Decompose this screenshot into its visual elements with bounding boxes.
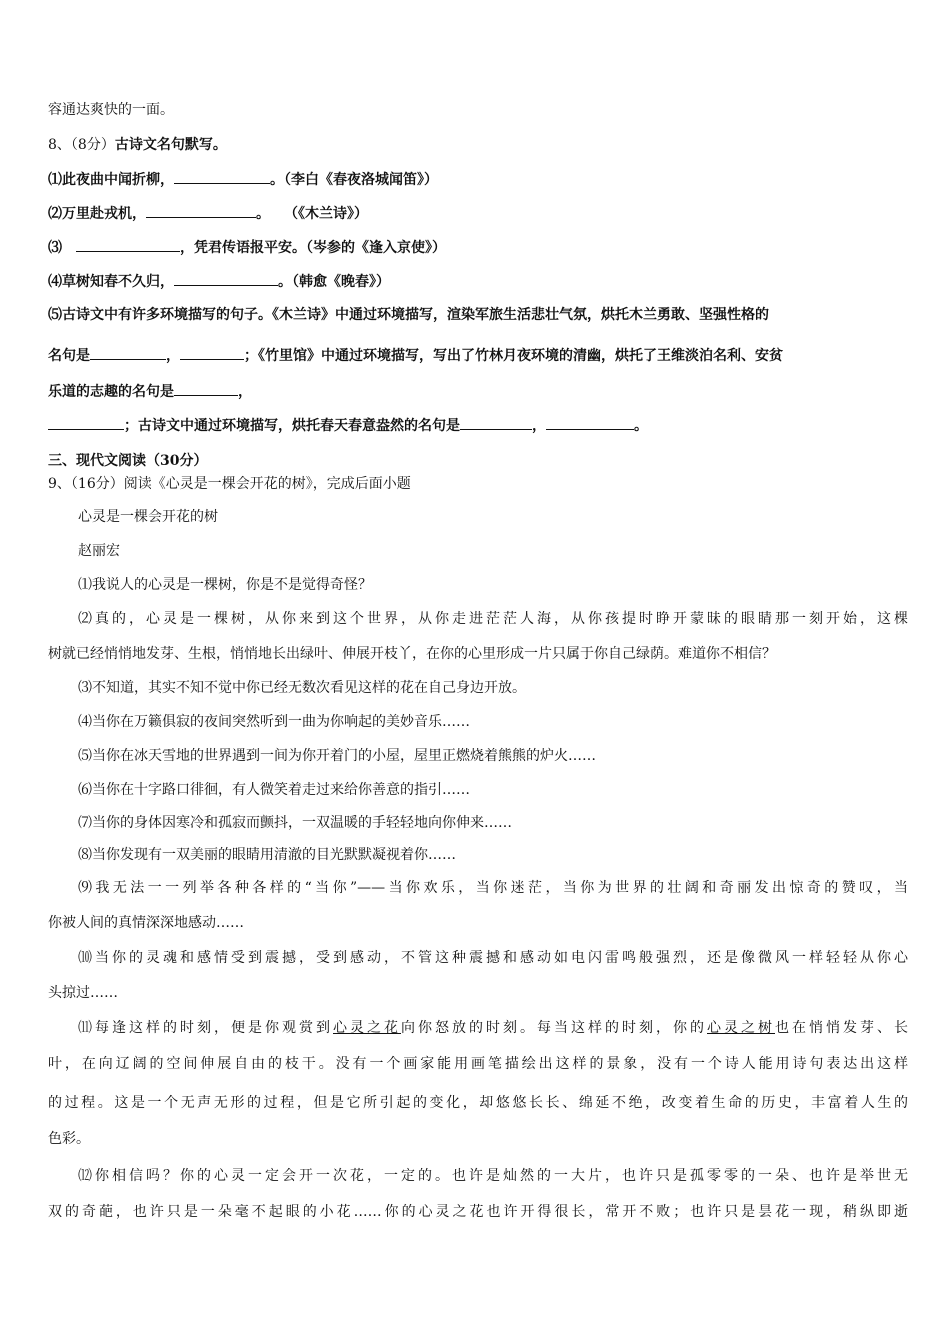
- item-text: 。（李白《春夜洛城闻笛》）: [270, 172, 438, 188]
- paragraph-11-line-3: 的过程。这是一个无声无形的过程，但是它所引起的变化，却悠悠长长、绵延不绝，改变着生命的历史，丰富着人生的: [48, 1095, 908, 1111]
- passage-title: 心灵是一棵会开花的树: [78, 509, 218, 525]
- question-8-item-5-line-2: [48, 345, 908, 366]
- paragraph-9-line-1: ⑼我无法一一列举各种各样的“当你”——当你欢乐，当你迷茫，当你为世界的壮阔和奇丽发出惊奇的赞叹，当: [78, 880, 908, 896]
- paragraph-2-line-1: ⑵真的，心灵是一棵树，从你来到这个世界，从你走进茫茫人海，从你孩提时睁开蒙昧的眼睛那一刻开始，这棵: [78, 611, 908, 627]
- underlined-phrase: 心灵之花: [333, 1020, 401, 1036]
- question-8-item-5-line-4: [48, 415, 908, 436]
- answer-blank[interactable]: [48, 415, 124, 430]
- paragraph-3: ⑶不知道，其实不知不觉中你已经无数次看见这样的花在自己身边开放。: [78, 680, 526, 696]
- paragraph-text: 向你怒放的时刻。每当这样的时刻，你的: [401, 1020, 707, 1036]
- paragraph-text: ⑾每逢这样的时刻，便是你观赏到: [78, 1020, 333, 1036]
- answer-blank[interactable]: [460, 415, 532, 430]
- answer-blank[interactable]: [174, 381, 238, 396]
- question-9-heading: 9、（16分）阅读《心灵是一棵会开花的树》，完成后面小题: [48, 476, 411, 492]
- paragraph-9-line-2: 你被人间的真情深深地感动……: [48, 915, 244, 931]
- question-8-item-3: [48, 237, 908, 258]
- question-8-item-4: [48, 271, 908, 292]
- paragraph-11-line-1: [78, 1018, 908, 1038]
- item-text: ⑵万里赴戎机，: [48, 206, 146, 222]
- answer-blank[interactable]: [180, 345, 244, 360]
- paragraph-6: ⑹当你在十字路口徘徊，有人微笑着走过来给你善意的指引……: [78, 782, 470, 798]
- item-text: ；《竹里馆》中通过环境描写，写出了竹林月夜环境的清幽，烘托了王维淡泊名利、安贫: [244, 348, 783, 364]
- paragraph-8: ⑻当你发现有一双美丽的眼睛用清澈的目光默默凝视着你……: [78, 847, 456, 863]
- item-text: ，凭君传语报平安。（岑参的《逢入京使》）: [180, 240, 446, 256]
- item-text: ⑷草树知春不久归，: [48, 274, 174, 290]
- item-text: ，: [166, 348, 180, 364]
- question-number: 8、（8分）: [48, 137, 115, 153]
- question-8-item-1: [48, 169, 908, 190]
- question-instruction: 古诗文名句默写。: [114, 137, 227, 153]
- text-line: 容通达爽快的一面。: [48, 102, 174, 118]
- paragraph-5: ⑸当你在冰天雪地的世界遇到一间为你开着门的小屋，屋里正燃烧着熊熊的炉火……: [78, 748, 596, 764]
- item-text: 名句是: [48, 348, 90, 364]
- answer-blank[interactable]: [76, 237, 180, 252]
- section-heading: 三、现代文阅读（30分）: [48, 453, 208, 469]
- paragraph-11-line-2: 叶，在向辽阔的空间伸展自由的枝干。没有一个画家能用画笔描绘出这样的景象，没有一个诗人能用诗句表达出这样: [48, 1056, 908, 1072]
- passage-author: 赵丽宏: [78, 543, 120, 559]
- paragraph-1: ⑴我说人的心灵是一棵树，你是不是觉得奇怪？: [78, 577, 372, 593]
- item-text: 。: [634, 418, 648, 434]
- paragraph-4: ⑷当你在万籁俱寂的夜间突然听到一曲为你响起的美妙音乐……: [78, 714, 470, 730]
- answer-blank[interactable]: [546, 415, 634, 430]
- item-text: ⑶: [48, 240, 76, 256]
- answer-blank[interactable]: [90, 345, 166, 360]
- item-text: ，: [532, 418, 546, 434]
- item-text: 。 （《木兰诗》）: [256, 206, 368, 222]
- paragraph-12-line-1: ⑿你相信吗？你的心灵一定会开一次花，一定的。也许是灿然的一大片，也许只是孤零零的一朵、也许是举世无: [78, 1168, 908, 1184]
- item-text: 乐道的志趣的名句是: [48, 384, 174, 400]
- answer-blank[interactable]: [146, 203, 256, 218]
- paragraph-2-line-2: 树就已经悄悄地发芽、生根，悄悄地长出绿叶、伸展开枝丫，在你的心里形成一片只属于你自己绿荫。难道你不相信？: [48, 646, 776, 662]
- underlined-phrase: 心灵之树: [707, 1020, 775, 1036]
- answer-blank[interactable]: [174, 169, 270, 184]
- paragraph-7: ⑺当你的身体因寒冷和孤寂而颤抖，一双温暖的手轻轻地向你伸来……: [78, 815, 512, 831]
- paragraph-10-line-1: ⑽当你的灵魂和感情受到震撼，受到感动，不管这种震撼和感动如电闪雷鸣般强烈，还是像微风一样轻轻从你心: [78, 950, 908, 966]
- paragraph-11-line-4: 色彩。: [48, 1131, 90, 1147]
- question-8-item-5-line-3: [48, 381, 908, 402]
- paragraph-text: 也在悄悄发芽、长: [775, 1020, 908, 1036]
- item-text: 。（韩愈《晚春》）: [278, 274, 390, 290]
- question-8-heading: [48, 135, 908, 155]
- paragraph-10-line-2: 头掠过……: [48, 985, 118, 1001]
- item-text: ；古诗文中通过环境描写，烘托春天春意盎然的名句是: [124, 418, 460, 434]
- item-text: ，: [238, 384, 252, 400]
- question-8-item-2: [48, 203, 908, 224]
- question-8-item-5-line-1: ⑸古诗文中有许多环境描写的句子。《木兰诗》中通过环境描写，渲染军旅生活悲壮气氛，烘托木兰勇敢、坚强性格的: [48, 307, 769, 323]
- paragraph-12-line-2: 双的奇葩，也许只是一朵毫不起眼的小花……你的心灵之花也许开得很长，常开不败；也许只是昙花一现，稍纵即逝: [48, 1204, 908, 1220]
- answer-blank[interactable]: [174, 271, 278, 286]
- item-text: ⑴此夜曲中闻折柳，: [48, 172, 174, 188]
